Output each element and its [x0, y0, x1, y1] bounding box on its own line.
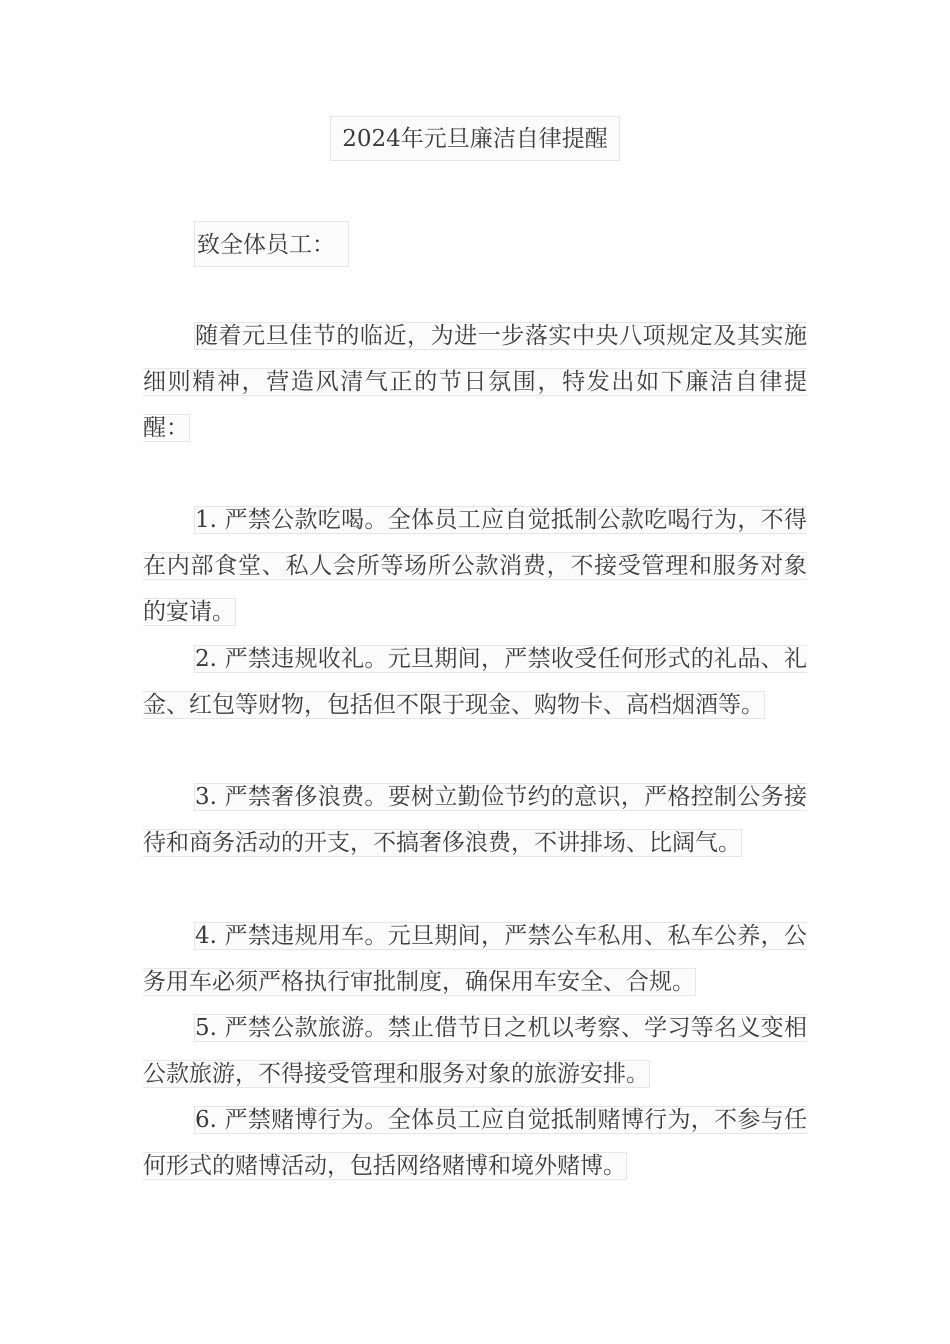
rule-item-text: 6. 严禁赌博行为。全体员工应自觉抵制赌博行为，不参与任何形式的赌博活动，包括网络赌博和境外赌博。 [143, 1107, 807, 1179]
rule-item-text: 2. 严禁违规收礼。元旦期间，严禁收受任何形式的礼品、礼金、红包等财物，包括但不限于现金、购物卡、高档烟酒等。 [143, 646, 807, 718]
intro-paragraph [143, 313, 807, 451]
document-title: 2024年元旦廉洁自律提醒 [330, 116, 620, 161]
rule-item-text: 1. 严禁公款吃喝。全体员工应自觉抵制公款吃喝行为，不得在内部食堂、私人会所等场所公款消费，不接受管理和服务对象的宴请。 [143, 507, 807, 625]
intro-text: 随着元旦佳节的临近，为进一步落实中央八项规定及其实施细则精神，营造风清气正的节日氛围，特发出如下廉洁自律提醒： [143, 323, 807, 441]
rule-item-1 [143, 497, 807, 635]
rule-item-3 [143, 774, 807, 866]
rule-item-text: 5. 严禁公款旅游。禁止借节日之机以考察、学习等名义变相公款旅游，不得接受管理和服务对象的旅游安排。 [143, 1015, 807, 1087]
rule-item-2 [143, 636, 807, 728]
salutation: 致全体员工： [194, 221, 349, 267]
rule-item-text: 4. 严禁违规用车。元旦期间，严禁公车私用、私车公养，公务用车必须严格执行审批制度，确保用车安全、合规。 [143, 923, 807, 995]
rule-item-5 [143, 1005, 807, 1097]
rule-item-6 [143, 1097, 807, 1189]
rule-item-text: 3. 严禁奢侈浪费。要树立勤俭节约的意识，严格控制公务接待和商务活动的开支，不搞奢侈浪费，不讲排场、比阔气。 [143, 784, 807, 856]
rule-item-4 [143, 913, 807, 1005]
